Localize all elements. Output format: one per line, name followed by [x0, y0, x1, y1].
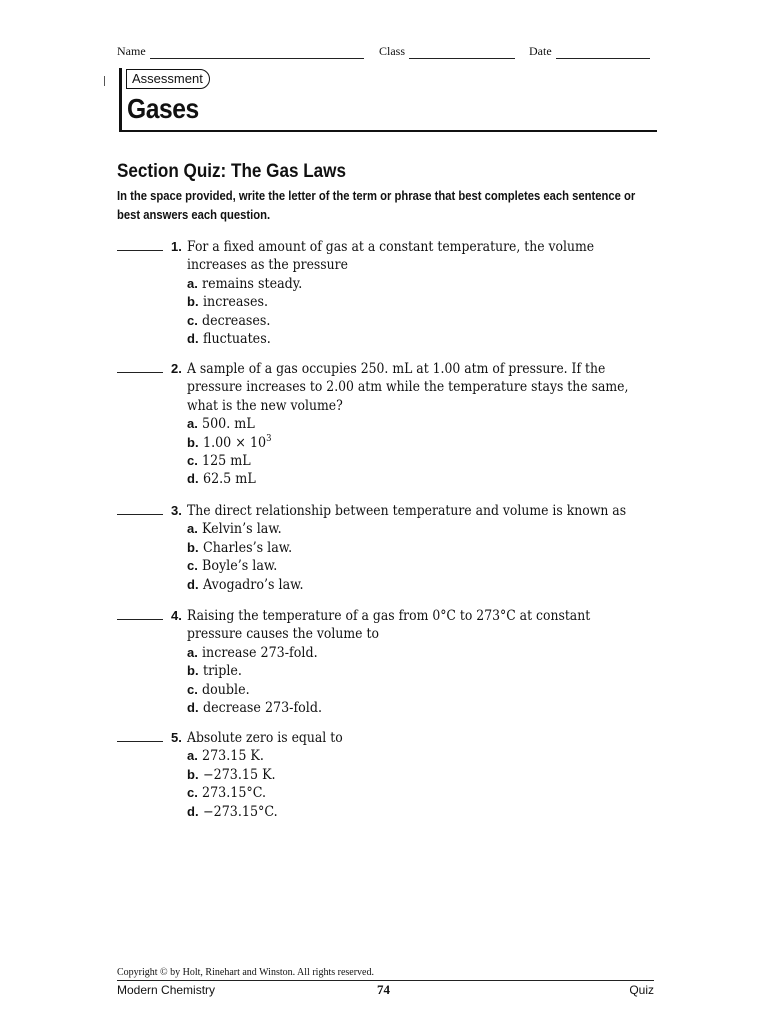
choice-text: −273.15°C. — [202, 803, 278, 820]
choice-a — [187, 415, 687, 433]
choice-letter: c. — [187, 558, 198, 574]
choice-text: double. — [201, 681, 250, 698]
choice-letter: c. — [187, 681, 198, 697]
page-number: 74 — [377, 982, 390, 997]
name-field — [117, 44, 364, 59]
choice-a — [187, 644, 687, 662]
choice-b — [187, 434, 687, 452]
date-field — [529, 44, 650, 59]
choice-text: 273.15°C. — [201, 785, 266, 802]
choice-letter: c. — [187, 453, 198, 469]
margin-tick — [104, 76, 105, 86]
choice-letter: b. — [187, 766, 199, 782]
choice-d — [187, 470, 687, 488]
answer-blank — [117, 619, 163, 620]
question-text: A sample of a gas occupies 250. mL at 1.00 atm of pressure. If the pressure increases to 2.00 atm while the temperature stays the same, what is the new volume? — [187, 361, 629, 414]
choice-c — [187, 784, 687, 802]
question-text: Raising the temperature of a gas from 0°C to 273°C at constant pressure causes the volume to — [187, 608, 591, 643]
choice-letter: b. — [187, 539, 199, 555]
question-body — [187, 502, 687, 594]
choice-letter: c. — [187, 785, 198, 801]
question-body — [187, 729, 687, 821]
choice-text: 500. mL — [201, 416, 255, 433]
choice-letter: b. — [187, 294, 199, 310]
choice-a — [187, 275, 687, 293]
choice-letter: a. — [187, 416, 198, 432]
choice-d — [187, 330, 687, 348]
question-body — [187, 360, 687, 489]
answer-blank — [117, 250, 163, 251]
footer-rule — [117, 980, 654, 981]
choice-b — [187, 766, 687, 784]
choice-c — [187, 312, 687, 330]
choice-d — [187, 699, 687, 717]
name-label: Name — [117, 44, 146, 58]
choice-c — [187, 452, 687, 470]
choice-letter: d. — [187, 700, 199, 716]
choice-text: increase 273-fold. — [201, 644, 318, 661]
choice-text: Charles’s law. — [202, 539, 292, 556]
choice-letter: c. — [187, 312, 198, 328]
title-block — [119, 68, 657, 132]
student-info-fields — [117, 44, 655, 62]
choice-b — [187, 293, 687, 311]
question-text: For a fixed amount of gas at a constant temperature, the volume increases as the pressure — [187, 239, 595, 274]
class-label: Class — [379, 44, 406, 58]
choice-letter: b. — [187, 663, 199, 679]
copyright-notice: Copyright © by Holt, Rinehart and Winston. All rights reserved. — [117, 967, 374, 978]
book-title: Modern Chemistry — [117, 983, 216, 997]
choice-text: decrease 273-fold. — [202, 700, 322, 717]
choice-exponent: 3 — [265, 433, 272, 444]
choice-letter: a. — [187, 644, 198, 660]
choice-text: increases. — [202, 294, 268, 311]
question-number: 1. — [171, 239, 182, 254]
answer-blank — [117, 514, 163, 515]
assessment-tag: Assessment — [126, 69, 210, 89]
question-text: The direct relationship between temperature and volume is known as — [187, 503, 627, 519]
question-number: 4. — [171, 608, 182, 623]
chapter-title: Gases — [127, 93, 199, 124]
choice-letter: b. — [187, 434, 199, 450]
question-number: 2. — [171, 361, 182, 376]
question-text: Absolute zero is equal to — [187, 730, 343, 746]
choice-text: 273.15 K. — [201, 748, 264, 765]
name-blank-line — [150, 46, 364, 59]
choice-letter: d. — [187, 331, 199, 347]
choice-a — [187, 747, 687, 765]
choice-b — [187, 662, 687, 680]
choice-b — [187, 539, 687, 557]
date-blank-line — [556, 46, 650, 59]
class-blank-line — [409, 46, 515, 59]
choice-text: Boyle’s law. — [201, 558, 278, 575]
choice-c — [187, 557, 687, 575]
choice-text — [203, 434, 272, 452]
choice-base: 1.00 × 10 — [202, 434, 266, 451]
choice-letter: d. — [187, 576, 199, 592]
section-title: Section Quiz: The Gas Laws — [117, 161, 347, 182]
instructions: In the space provided, write the letter of the term or phrase that best completes each sentence or best answers each question. — [117, 189, 636, 222]
choice-letter: a. — [187, 748, 198, 764]
choice-text: 62.5 mL — [202, 471, 256, 488]
choice-c — [187, 681, 687, 699]
choice-d — [187, 576, 687, 594]
choice-text: 125 mL — [201, 453, 251, 470]
question-number: 3. — [171, 503, 182, 518]
question-body — [187, 238, 687, 348]
question-number: 5. — [171, 730, 182, 745]
date-label: Date — [529, 44, 552, 58]
choice-text: remains steady. — [201, 275, 303, 292]
choice-text: fluctuates. — [202, 331, 271, 348]
choice-d — [187, 803, 687, 821]
choice-letter: d. — [187, 471, 199, 487]
class-field — [379, 44, 515, 59]
choice-a — [187, 520, 687, 538]
choice-letter: d. — [187, 803, 199, 819]
choice-letter: a. — [187, 521, 198, 537]
question-body — [187, 607, 687, 717]
answer-blank — [117, 372, 163, 373]
document-type: Quiz — [629, 983, 654, 997]
choice-text: decreases. — [201, 312, 271, 329]
choice-text: −273.15 K. — [202, 766, 276, 783]
choice-text: triple. — [202, 663, 242, 680]
choice-text: Avogadro’s law. — [202, 576, 304, 593]
choice-text: Kelvin’s law. — [201, 521, 282, 538]
page-footer — [117, 983, 654, 999]
answer-blank — [117, 741, 163, 742]
choice-letter: a. — [187, 275, 198, 291]
